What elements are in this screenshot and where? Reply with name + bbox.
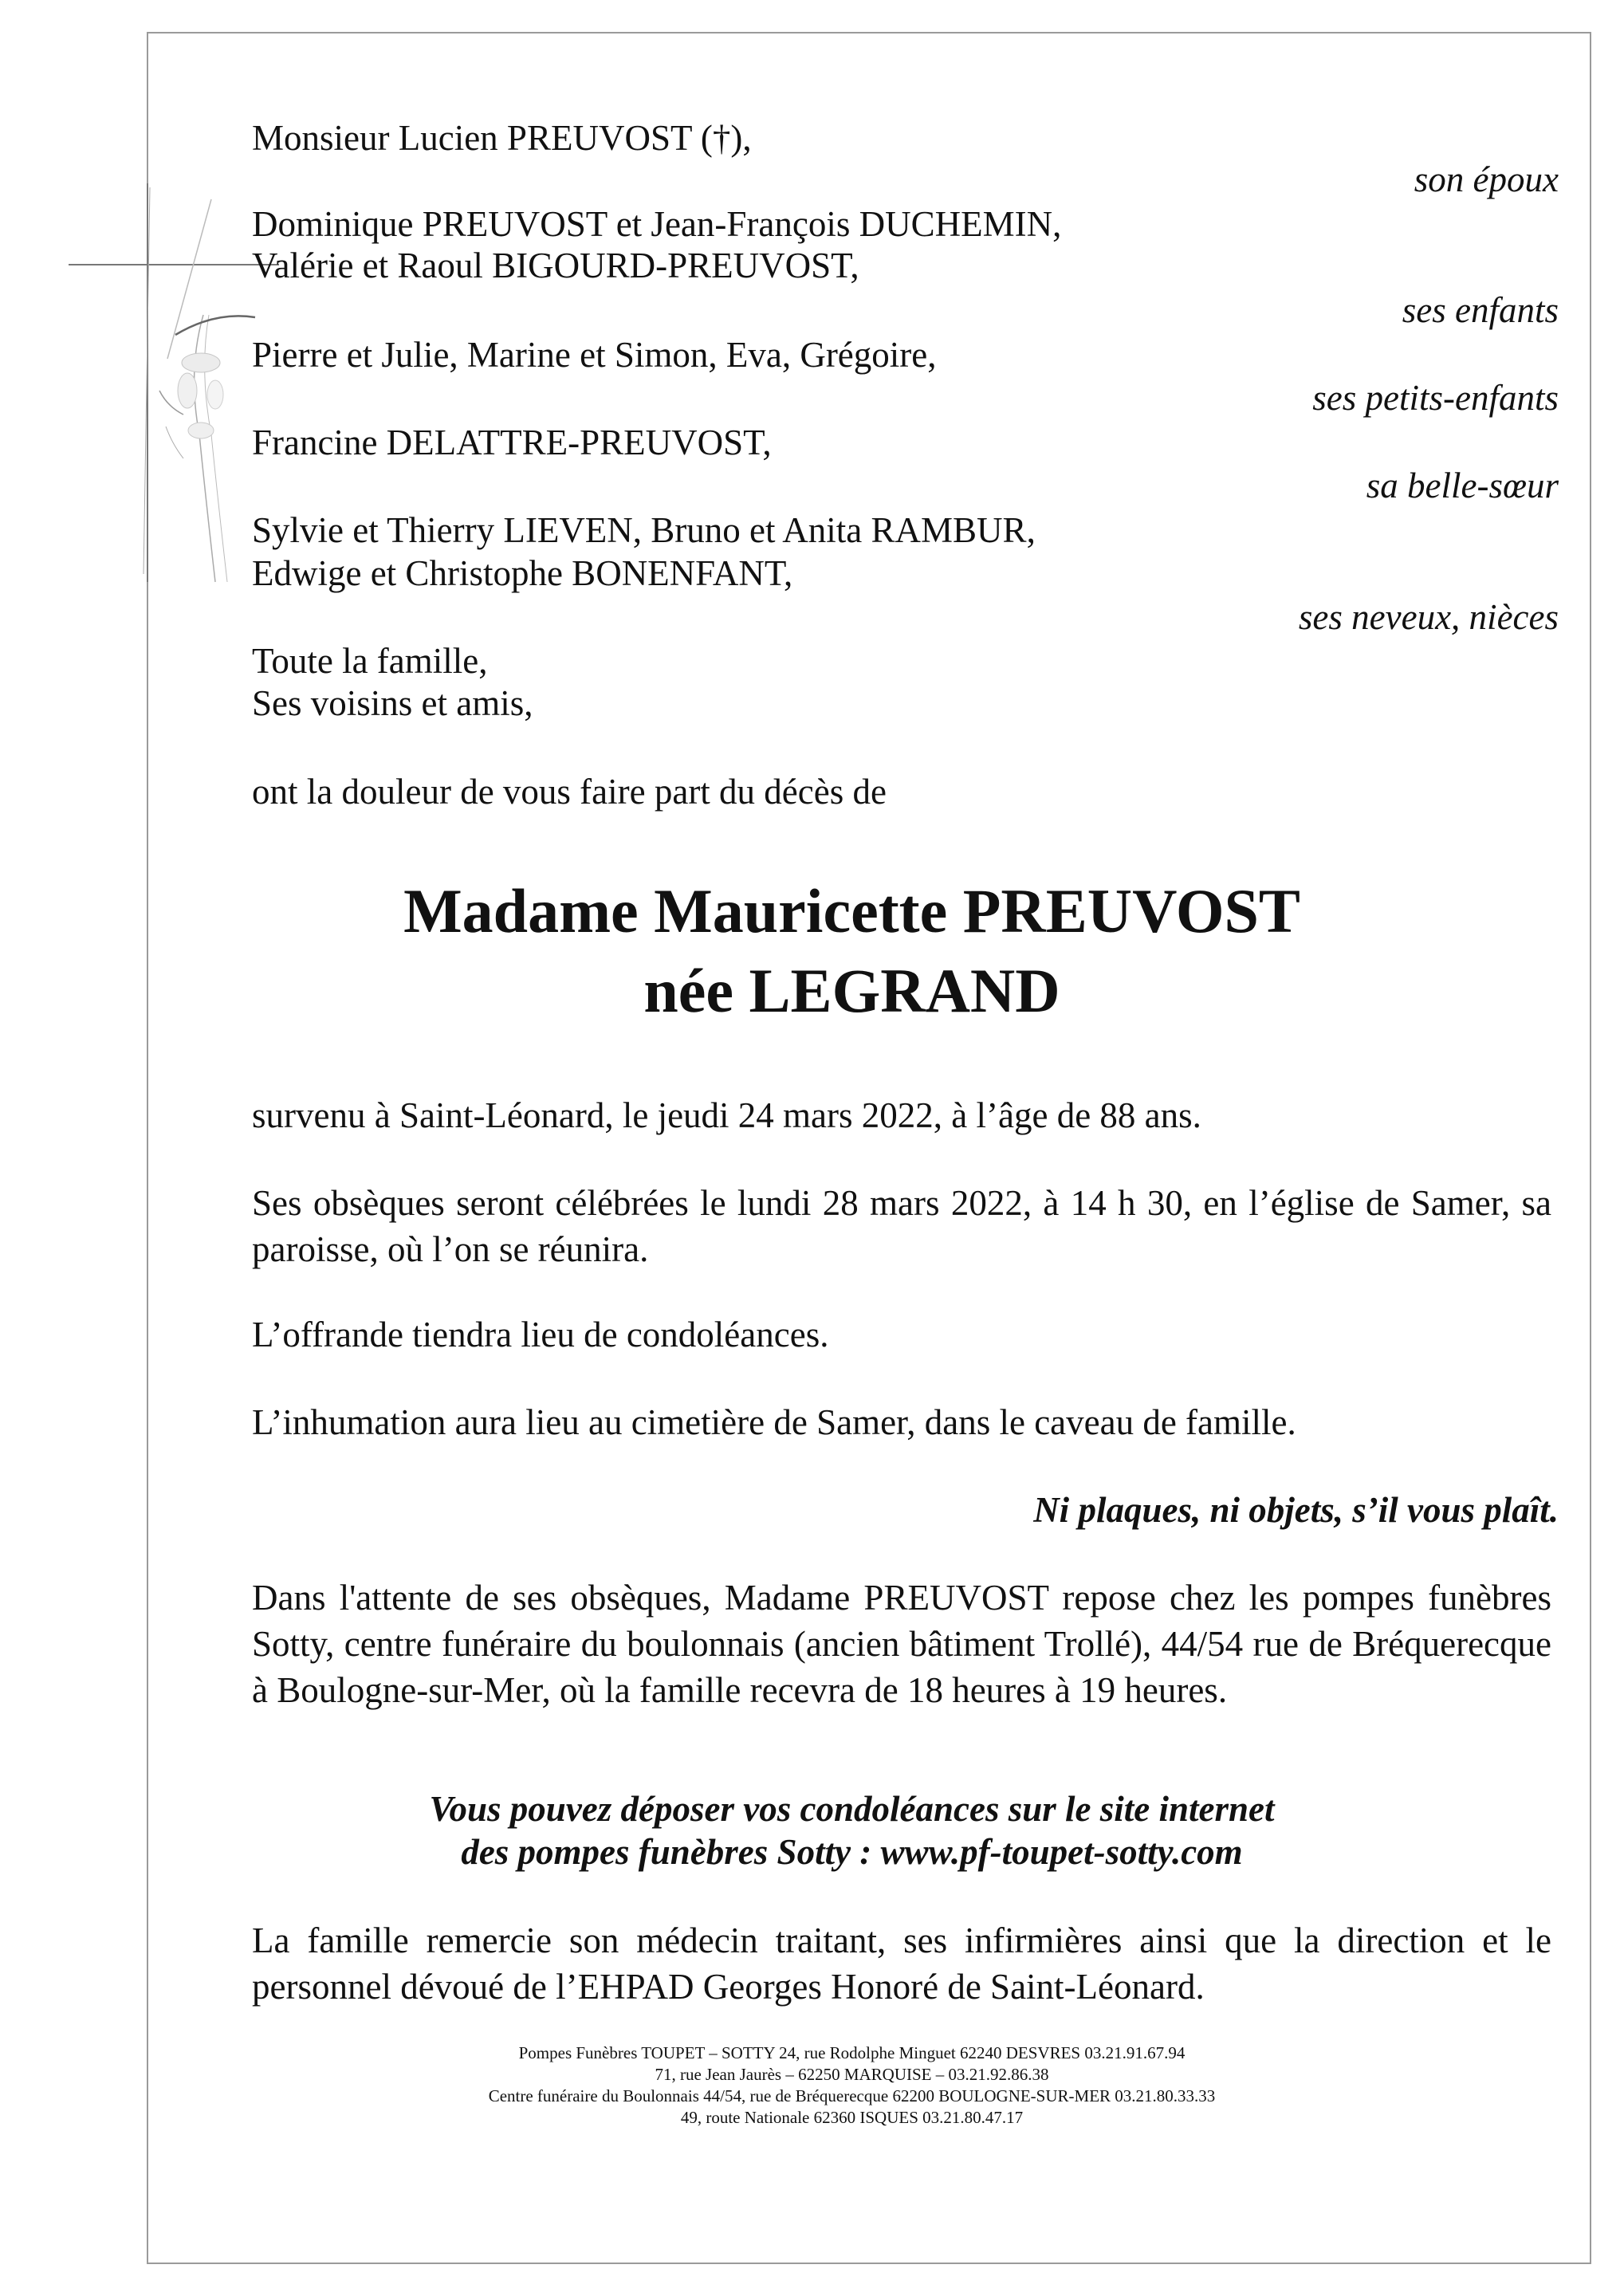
footer-line: 71, rue Jean Jaurès – 62250 MARQUISE – 03.21.92.86.38 xyxy=(655,2065,1049,2084)
offering-paragraph: L’offrande tiendra lieu de condoléances. xyxy=(252,1315,829,1354)
family-line: Francine DELATTRE-PREUVOST, xyxy=(252,423,772,462)
footer-line: 49, route Nationale 62360 ISQUES 03.21.80.47.17 xyxy=(680,2108,1024,2127)
family-line: Monsieur Lucien PREUVOST (†), xyxy=(252,118,752,158)
family-line: Sylvie et Thierry LIEVEN, Bruno et Anita RAMBUR, xyxy=(252,510,1036,550)
deceased-name: Madame Mauricette PREUVOST xyxy=(403,876,1300,946)
announcement: ont la douleur de vous faire part du décès de xyxy=(252,772,887,812)
role-label: ses enfants xyxy=(1402,290,1559,330)
role-label: son époux xyxy=(1414,159,1559,199)
condolences-line-1: Vous pouvez déposer vos condoléances sur le site internet xyxy=(429,1789,1275,1829)
death-notice: survenu à Saint-Léonard, le jeudi 24 mars 2022, à l’âge de 88 ans. xyxy=(252,1095,1201,1135)
family-line: Ses voisins et amis, xyxy=(252,683,533,723)
footer-line: Centre funéraire du Boulonnais 44/54, rue de Bréquerecque 62200 BOULOGNE-SUR-MER 03.21.80.33.33 xyxy=(488,2086,1216,2105)
role-label: ses neveux, nièces xyxy=(1298,597,1559,637)
deceased-maiden-name: née LEGRAND xyxy=(643,956,1060,1025)
footer-line: Pompes Funèbres TOUPET – SOTTY 24, rue Rodolphe Minguet 62240 DESVRES 03.21.91.67.94 xyxy=(518,2043,1186,2062)
family-line: Pierre et Julie, Marine et Simon, Eva, Grégoire, xyxy=(252,335,937,375)
family-line: Toute la famille, xyxy=(252,641,488,681)
burial-paragraph: L’inhumation aura lieu au cimetière de Samer, dans le caveau de famille. xyxy=(252,1402,1296,1442)
family-line: Dominique PREUVOST et Jean-François DUCHEMIN, xyxy=(252,204,1062,244)
thanks-paragraph: La famille remercie son médecin traitant, ses infirmières ainsi que la direction et le personnel dévoué de l’EHPAD Georges Honoré de Saint-Léonard. xyxy=(252,1921,1551,2007)
role-label: ses petits-enfants xyxy=(1312,378,1559,418)
family-line: Edwige et Christophe BONENFANT, xyxy=(252,553,793,593)
family-line: Valérie et Raoul BIGOURD-PREUVOST, xyxy=(252,246,859,285)
role-label: sa belle-sœur xyxy=(1366,466,1559,505)
no-plaques-note: Ni plaques, ni objets, s’il vous plaît. xyxy=(1033,1490,1559,1530)
funeral-paragraph: Ses obsèques seront célébrées le lundi 28 mars 2022, à 14 h 30, en l’église de Samer, sa paroisse, où l’on se réunira. xyxy=(252,1183,1551,1269)
repose-paragraph: Dans l'attente de ses obsèques, Madame PREUVOST repose chez les pompes funèbres Sotty, centre funéraire du boulonnais (ancien bâtiment Trollé), 44/54 rue de Bréquerecque à Boulogne-sur-Mer, où la famille recevra de 18 heures à 19 heures. xyxy=(252,1578,1551,1710)
condolences-line-2: des pompes funèbres Sotty : www.pf-toupet-sotty.com xyxy=(461,1832,1243,1872)
